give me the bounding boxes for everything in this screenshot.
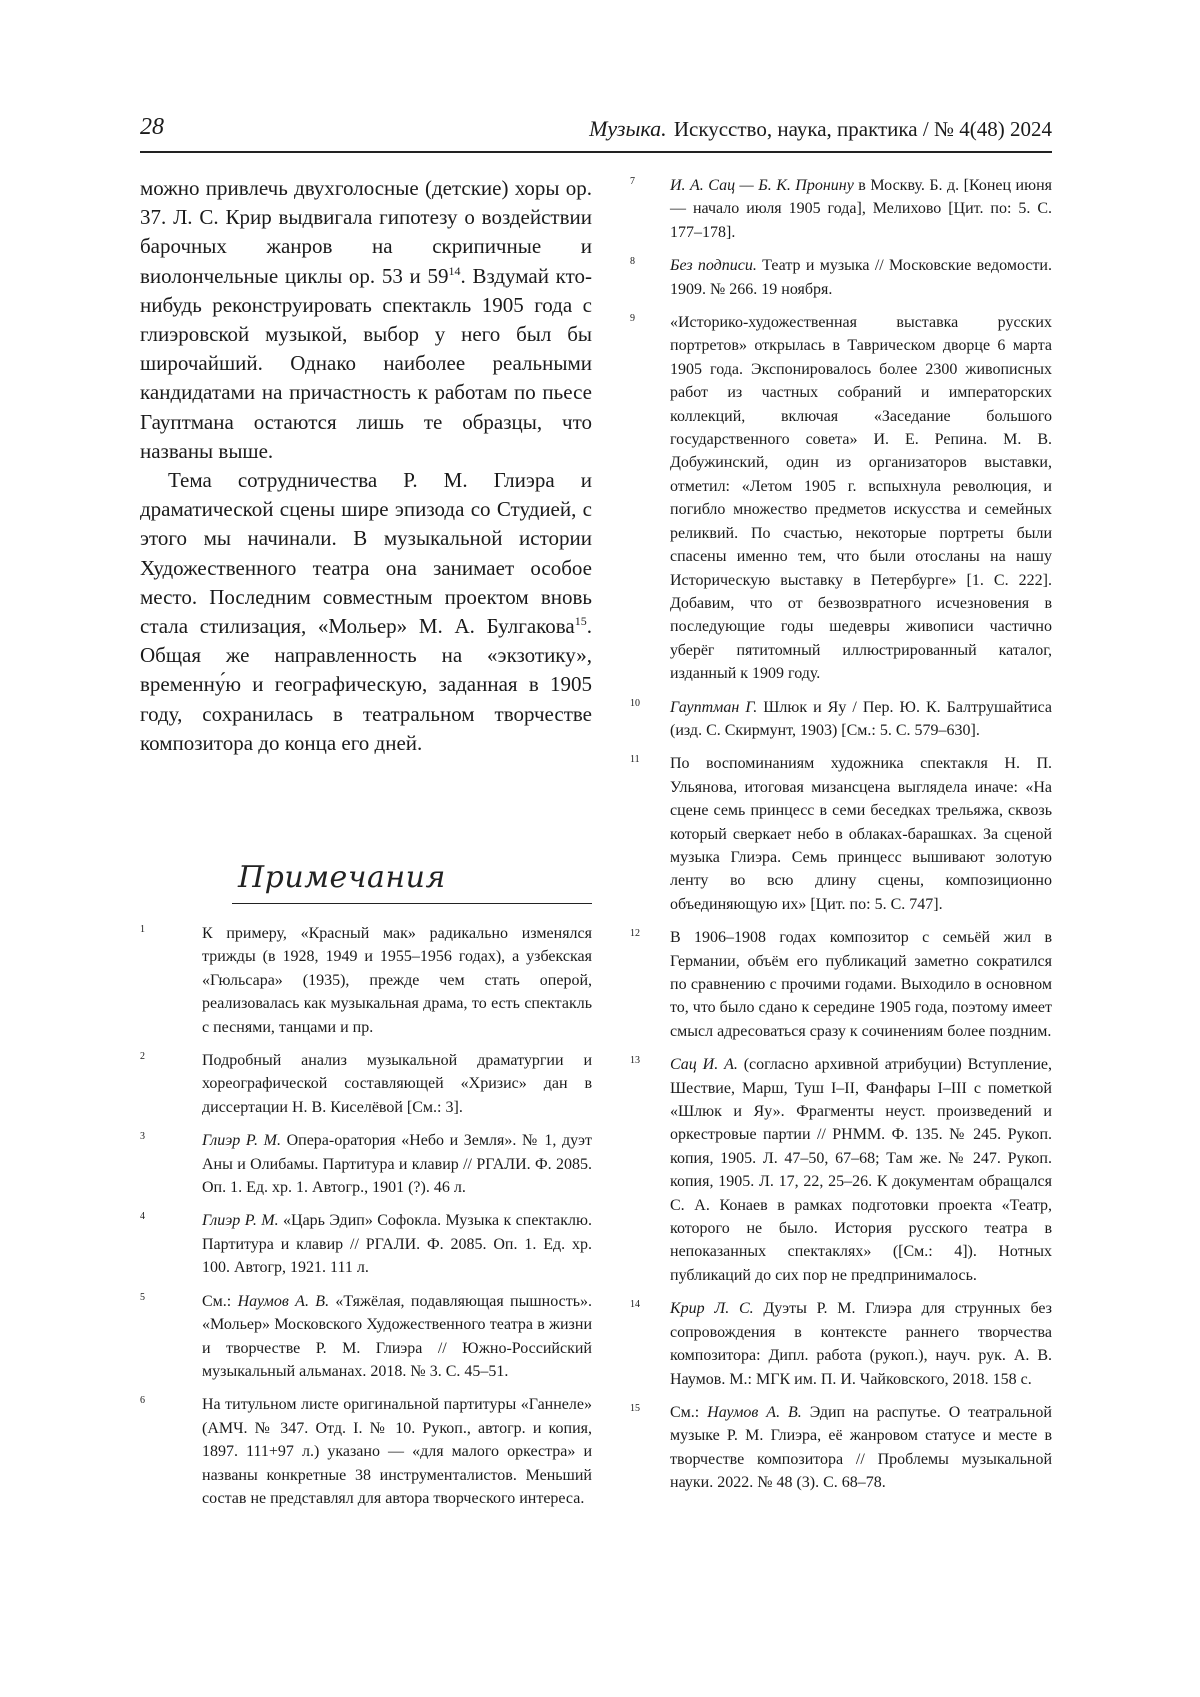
notes-heading (232, 860, 592, 904)
footnote-text: См.: Наумов А. В. Эдип на распутье. О театральной музыке Р. М. Глиэра, её жанровом статусе и месте в творчестве композитора // Проблемы музыкальной науки. 2022. № 48 (3). С. 68–78. (670, 1403, 1052, 1492)
footnote-number: 2 (140, 1051, 145, 1063)
notes-column-left (140, 922, 592, 1520)
footnote (630, 254, 1052, 301)
notes-column-right (630, 174, 1052, 1505)
journal-title (589, 116, 1052, 142)
footnote-number: 1 (140, 924, 145, 935)
footnote-number: 5 (140, 1291, 145, 1303)
footnote-text: И. А. Сац — Б. К. Пронину в Москву. Б. д. [Конец июня — начало июля 1905 года], Мелихово [Цит. по: 5. С. 177–178]. (670, 177, 1052, 241)
footnote (140, 1049, 592, 1119)
footnote-text: Подробный анализ музыкальной драматургии и хореографической составляющей «Хризис» дан в диссертации Н. В. Киселёвой [См.: 3]. (202, 1052, 592, 1116)
footnote-text: На титульном листе оригинальной партитуры «Ганнеле» (АМЧ. № 347. Отд. I. № 10. Рукоп., автогр. и копия, 1897. 111+97 л.) указано — «для малого оркестра» и названы конкретные 38 инструменталистов. Меньший состав не представлял для автора творческого интереса. (202, 1396, 592, 1507)
footnote-number: 12 (630, 928, 640, 940)
footnote (630, 1297, 1052, 1391)
footnote-text: Глиэр Р. М. «Царь Эдип» Софокла. Музыка к спектаклю. Партитура и клавир // РГАЛИ. Ф. 2085. Оп. 1. Ед. хр. 100. Автогр, 1921. 111 л. (202, 1212, 592, 1277)
footnote-number: 13 (630, 1055, 640, 1067)
footnote-number: 8 (630, 256, 635, 268)
footnote (140, 1209, 592, 1279)
body-column (140, 174, 592, 758)
footnote (630, 752, 1052, 916)
footnote-number: 7 (630, 176, 635, 187)
footnote-ref[interactable]: 14 (448, 263, 461, 278)
footnote (630, 174, 1052, 244)
footnote-text: См.: Наумов А. В. «Тяжёлая, подавляющая пышность». «Мольер» Московского Художественного театра в жизни и творчестве Р. М. Глиэра // Южно-Российский музыкальный альманах. 2018. № 3. С. 45–51. (202, 1292, 593, 1380)
journal-brand: Музыка. (589, 116, 667, 141)
footnote (630, 311, 1052, 686)
footnote (140, 1393, 592, 1510)
header-rule (140, 151, 1052, 153)
page-header (140, 114, 1052, 154)
footnote-text: «Историко-художественная выставка русских портретов» открылась в Таврическом дворце 6 марта 1905 года. Экспонировалось более 2300 живописных работ из частных собраний и императорских коллекций, включая «Заседание большого государственного совета» И. Е. Репина. М. В. Добужинский, один из организаторов выставки, отметил: «Летом 1905 г. вспыхнула революция, и погибло множество предметов искусства и семейных реликвий. По счастью, некоторые портреты были спасены именно тем, что были отосланы на нашу Историческую выставку в Петербурге» [1. С. 222]. Добавим, что от безвозвратного исчезновения в последующие годы шедевры живописи частично уберёг пятитомный иллюстрированный каталог, изданный к 1909 году. (670, 314, 1052, 683)
footnote-number: 14 (630, 1299, 640, 1311)
footnote-text: К примеру, «Красный мак» радикально изменялся трижды (в 1928, 1949 и 1955–1956 годах), а узбекская «Гюльсара» (1935), прежде чем стать оперой, реализовалась как музыкальная драма, то есть спектакль с песнями, танцами и пр. (202, 925, 592, 1036)
notes-title: Примечания (238, 860, 446, 895)
footnote-number: 9 (630, 313, 635, 325)
footnote-text: Глиэр Р. М. Опера-оратория «Небо и Земля». № 1, дуэт Аны и Олибамы. Партитура и клавир // РГАЛИ. Ф. 2085. Оп. 1. Ед. хр. 1. Автогр., 1901 (?). 46 л. (202, 1132, 593, 1197)
journal-issue: Искусство, наука, практика / № 4(48) 2024 (673, 117, 1052, 141)
footnote-number: 15 (630, 1402, 640, 1414)
footnote-text: По воспоминаниям художника спектакля Н. П. Ульянова, итоговая мизансцена выглядела иначе: «На сцене семь принцесс в семи беседках трельяжа, сквозь который сверкает небо в облаках-барашках. За сценой музыка Глиэра. Семь принцесс вышивают золотую ленту во всю длину сцены, композиционно объединяющую их» [Цит. по: 5. С. 747]. (670, 755, 1052, 913)
body-paragraph: можно привлечь двухголосные (детские) хоры ор. 37. Л. С. Крир выдвигала гипотезу о воздействии барочных жанров на скрипичные и виолончельные циклы ор. 53 и $59^{14}$. Вздумай кто-нибудь реконструировать спектакль 1905 года с глиэровской музыкой, выбор у него был бы широчайший. Однако наиболее реальными кандидатами на причастность к работам по пьесе Гауптмана остаются лишь те образцы, что названы выше. (140, 176, 592, 463)
footnote (630, 1053, 1052, 1287)
footnote (140, 922, 592, 1039)
footnote-text: В 1906–1908 годах композитор с семьёй жил в Германии, объём его публикаций заметно сократился по сравнению с прочими годами. Выходило в основном то, что было сдано к середине 1905 года, поэтому имеет смысл адресоваться сразу к сочинениям более поздним. (670, 929, 1052, 1040)
footnote (630, 1401, 1052, 1495)
footnote-number: 4 (140, 1211, 145, 1223)
footnote-number: 3 (140, 1131, 145, 1143)
footnote-text: Крир Л. С. Дуэты Р. М. Глиэра для струнных без сопровождения в контексте раннего творчества композитора: Дипл. работа (рукоп.), науч. рук. А. В. Наумов. М.: МГК им. П. И. Чайковского, 2018. 158 с. (670, 1300, 1052, 1388)
footnote-ref[interactable]: 15 (574, 614, 587, 629)
footnote-number: 11 (630, 754, 640, 766)
footnote (140, 1290, 592, 1384)
footnote-text: Сац И. А. (согласно архивной атрибуции) Вступление, Шествие, Марш, Туш I–II, Фанфары I–III с пометкой «Шлюк и Яу». Фрагменты неуст. произведений и оркестровые партии // РНММ. Ф. 135. № 245. Рукоп. копия, 1905. Л. 47–50, 67–68; Там же. № 247. Рукоп. копия, 1905. Л. 17, 22, 25–26. К документам обращался С. А. Конаев в рамках подготовки проекта «Театр, которого не было. История русского театра в непоказанных спектаклях» ([См.: 4]). Нотных публикаций до сих пор не предпринималось. (670, 1056, 1052, 1284)
notes-underline (232, 903, 592, 905)
body-paragraph: Тема сотрудничества Р. М. Глиэра и драматической сцены шире эпизода со Студией, с этого мы начинали. В музыкальной истории Художественного театра она занимает особое место. Последним совместным проектом вновь стала стилизация, «Мольер» М. А. Булгакова$^{15}$. Общая же направленность на «экзотику», временну́ю и географическую, заданная в 1905 году, сохранилась в театральном творчестве композитора до конца его дней. (140, 468, 592, 755)
footnote (140, 1129, 592, 1199)
footnote-text: Гауптман Г. Шлюк и Яу / Пер. Ю. К. Балтрушайтиса (изд. С. Скирмунт, 1903) [См.: 5. С. 579–630]. (670, 698, 1052, 739)
footnote-text: Без подписи. Театр и музыка // Московские ведомости. 1909. № 266. 19 ноября. (670, 257, 1052, 298)
footnote (630, 696, 1052, 743)
page-number: 28 (140, 114, 164, 140)
footnote (630, 926, 1052, 1043)
footnote-number: 10 (630, 697, 640, 709)
footnote-number: 6 (140, 1395, 145, 1407)
